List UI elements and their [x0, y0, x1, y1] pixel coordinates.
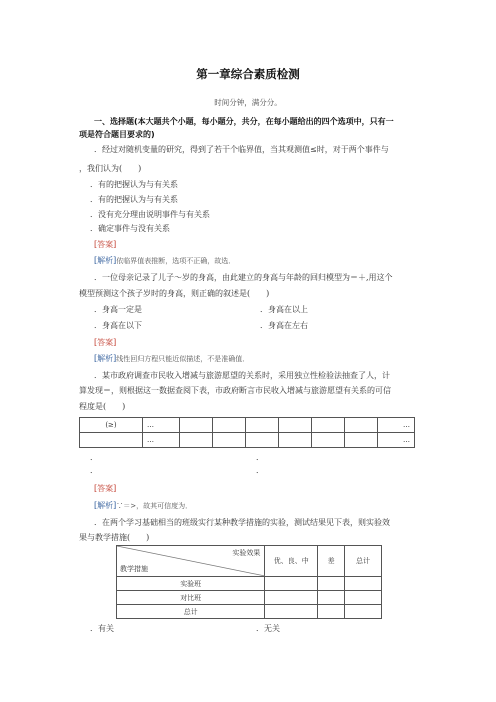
- table-cell: [318, 605, 345, 619]
- table-cell: …: [143, 433, 180, 448]
- q4-results-table: [116, 545, 382, 619]
- table-cell: [265, 605, 318, 619]
- q1-option-d: ．确定事件与没有关系: [90, 224, 170, 233]
- q1-analysis: [94, 256, 235, 266]
- header-effect: 实验效果: [232, 549, 261, 557]
- q2-stem-line2: 模型预测这个孩子岁时的身高，则正确的叙述是( ): [79, 289, 270, 298]
- table-cell: [312, 433, 345, 448]
- row-header: 实验班: [117, 577, 265, 591]
- q2-option-b: ．身高在以上: [260, 305, 308, 314]
- q2-analysis: [94, 354, 249, 364]
- table-cell: …: [378, 418, 415, 433]
- table-cell: [80, 433, 143, 448]
- page-title: 第一章综合素质检测: [196, 67, 300, 81]
- col-header: 差: [318, 546, 345, 577]
- table-cell: [345, 433, 378, 448]
- table-cell: [213, 418, 246, 433]
- q3-option-d: ．: [256, 466, 264, 475]
- table-row: [117, 577, 382, 591]
- section-heading-line2: 项是符合题目要求的): [79, 130, 155, 139]
- q1-analysis-text: 依临界值表推断，选项不正确，故选．: [116, 257, 236, 265]
- table-cell: [246, 433, 279, 448]
- q1-option-c: ．没有充分理由说明事件与有关系: [90, 210, 210, 219]
- q2-answer-label: [答案]: [94, 338, 117, 347]
- table-cell: [265, 591, 318, 605]
- table-row: [117, 546, 382, 577]
- table-row: [80, 433, 415, 448]
- table-row: [117, 605, 382, 619]
- table-header-diagonal: [117, 546, 265, 577]
- section-heading-line1: 一、选择题(本大题共个小题，每小题分，共分，在每小题给出的四个选项中，只有一: [94, 117, 394, 126]
- q1-stem-line1: ．经过对随机变量的研究，得到了若干个临界值，当其观测值≤时，对于两个事件与: [94, 145, 389, 154]
- q1-answer-label: [答案]: [94, 240, 117, 249]
- q2-analysis-text: 线性回归方程只能近似描述，不是准确值．: [116, 355, 250, 363]
- table-cell: (≥): [80, 418, 143, 433]
- table-row: [80, 418, 415, 433]
- row-header: 总计: [117, 605, 265, 619]
- q3-option-c: ．: [90, 466, 98, 475]
- q2-option-d: ．身高在左右: [260, 321, 308, 330]
- table-cell: [318, 577, 345, 591]
- table-cell: [312, 418, 345, 433]
- q3-critical-value-table: [79, 417, 415, 448]
- table-cell: [345, 605, 382, 619]
- q1-stem-line2: ，我们认为( ): [79, 164, 142, 173]
- q3-option-a: ．: [90, 453, 98, 462]
- q1-analysis-label: [解析]: [94, 256, 117, 265]
- q2-analysis-label: [解析]: [94, 354, 117, 363]
- q3-stem-line2: 算发现＝，则根据这一数据查阅下表，市政府断言市民收入增减与旅游愿望有关系的可信: [79, 386, 391, 395]
- q2-option-a: ．身高一定是: [94, 305, 142, 314]
- q3-answer-label: [答案]: [94, 484, 117, 493]
- q4-option-b: ．无关: [256, 624, 280, 633]
- table-cell: [246, 418, 279, 433]
- table-cell: [279, 433, 312, 448]
- q3-analysis-text: ∵＝>，故其可信度为．: [116, 502, 193, 510]
- table-cell: [345, 591, 382, 605]
- q4-option-a: ．有关: [90, 624, 114, 633]
- header-measure: 教学措施: [120, 565, 148, 573]
- q3-analysis: [94, 501, 192, 511]
- q3-analysis-label: [解析]: [94, 501, 117, 510]
- q3-stem-line1: ．某市政府调查市民收入增减与旅游愿望的关系时，采用独立性检验法抽查了人，计: [94, 371, 390, 380]
- q4-stem-line2: 果与教学措施( ): [79, 533, 150, 542]
- q2-option-c: ．身高在以下: [94, 321, 142, 330]
- q2-stem-line1: ．一位母亲记录了儿子～岁的身高，由此建立的身高与年龄的回归模型为＝＋,用这个: [94, 273, 393, 282]
- table-cell: [318, 591, 345, 605]
- table-cell: [345, 577, 382, 591]
- table-cell: …: [378, 433, 415, 448]
- table-cell: [265, 577, 318, 591]
- table-cell: [180, 433, 213, 448]
- q3-option-b: ．: [256, 453, 264, 462]
- q4-stem-line1: ．在两个学习基础相当的班级实行某种教学措施的实验，测试结果见下表，则实验效: [94, 518, 390, 527]
- q1-option-a: ．有的把握认为与有关系: [90, 180, 178, 189]
- table-cell: …: [143, 418, 180, 433]
- row-header: 对比班: [117, 591, 265, 605]
- table-cell: [345, 418, 378, 433]
- table-cell: [213, 433, 246, 448]
- q3-stem-line3: 程度是( ): [79, 402, 126, 411]
- table-cell: [180, 418, 213, 433]
- col-header: 优、良、中: [265, 546, 318, 577]
- table-cell: [279, 418, 312, 433]
- col-header: 总计: [345, 546, 382, 577]
- q1-option-b: ．有的把握认为与有关系: [90, 195, 178, 204]
- table-row: [117, 591, 382, 605]
- page-subtitle: 时间分钟，满分分。: [214, 98, 282, 107]
